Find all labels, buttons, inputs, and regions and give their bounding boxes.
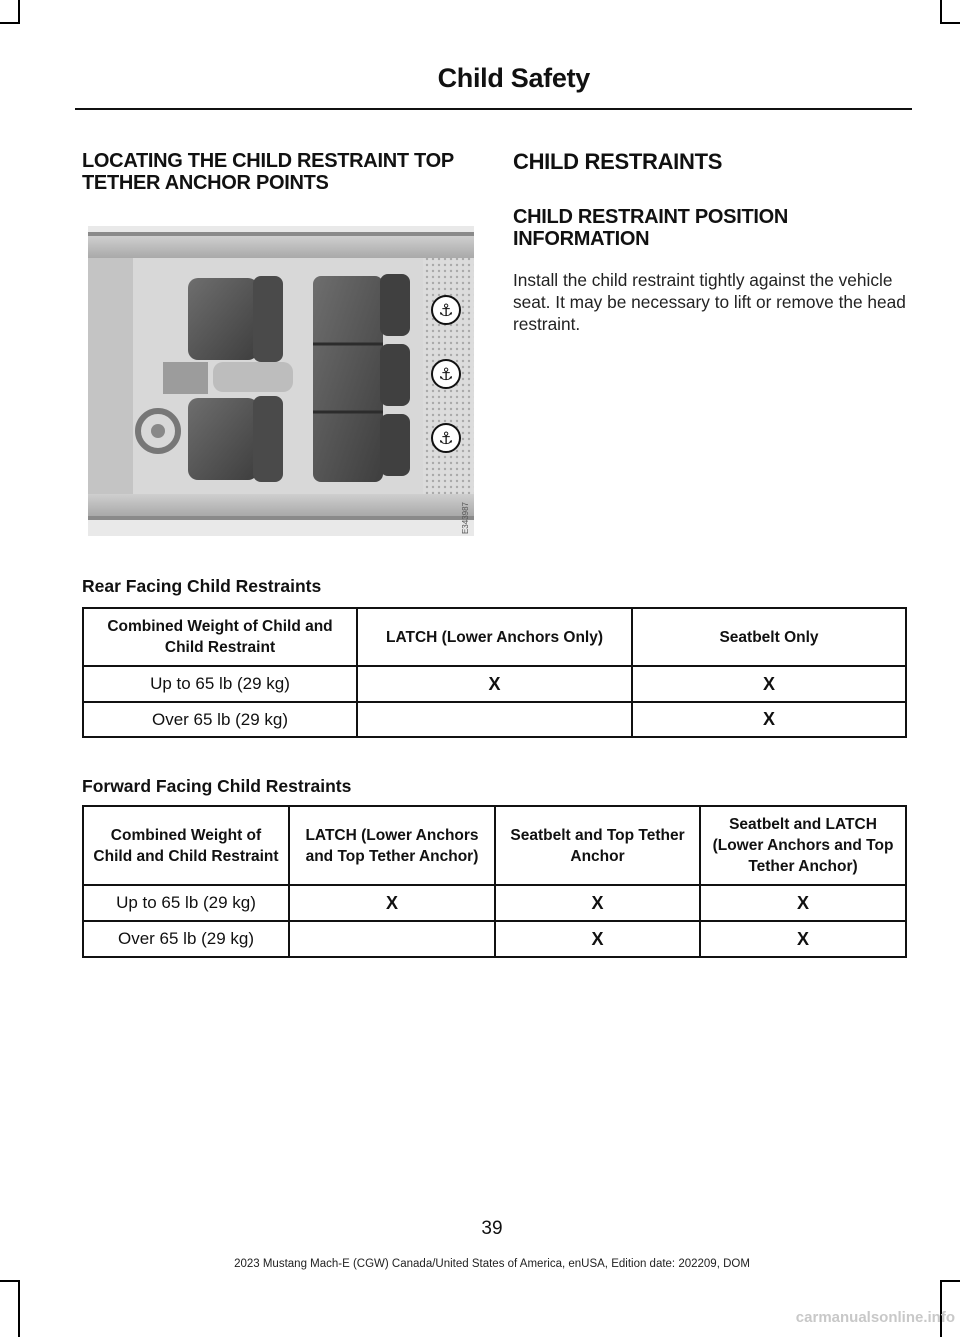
table-header-cell: LATCH (Lower Anchors and Top Tether Anchor) bbox=[289, 806, 495, 885]
figure-code: E343987 bbox=[461, 501, 470, 534]
page-number: 39 bbox=[481, 1218, 503, 1239]
crop-mark bbox=[18, 1280, 20, 1337]
table-header-cell: Seatbelt Only bbox=[632, 608, 906, 666]
section-heading-child-restraints: CHILD RESTRAINTS bbox=[513, 149, 723, 174]
table-cell: X bbox=[700, 921, 906, 957]
table-cell: Over 65 lb (29 kg) bbox=[83, 921, 289, 957]
table-header-cell: Combined Weight of Child and Child Restraint bbox=[83, 806, 289, 885]
table-row bbox=[83, 702, 906, 737]
table-cell: X bbox=[495, 921, 700, 957]
table-header-row bbox=[83, 806, 906, 885]
table-header-cell: Seatbelt and LATCH (Lower Anchors and Top Tether Anchor) bbox=[700, 806, 906, 885]
table-header-cell: Combined Weight of Child and Child Restraint bbox=[83, 608, 357, 666]
table-row bbox=[83, 666, 906, 702]
svg-text:⚓: ⚓ bbox=[438, 301, 454, 321]
table-cell: X bbox=[357, 666, 632, 702]
table-row bbox=[83, 921, 906, 957]
table-cell: Up to 65 lb (29 kg) bbox=[83, 666, 357, 702]
subheading-position-information: CHILD RESTRAINT POSITION INFORMATION bbox=[513, 206, 789, 250]
table-header-cell: Seatbelt and Top Tether Anchor bbox=[495, 806, 700, 885]
crop-mark bbox=[0, 1280, 20, 1282]
table-cell: X bbox=[700, 885, 906, 921]
table-row bbox=[83, 885, 906, 921]
edition-footer: 2023 Mustang Mach-E (CGW) Canada/United States of America, enUSA, Edition date: 202209, DOM bbox=[234, 1258, 750, 1270]
crop-mark bbox=[0, 22, 20, 24]
crop-mark bbox=[940, 22, 960, 24]
body-paragraph: Install the child restraint tightly against the vehicle seat. It may be necessary to lift or remove the head restraint. bbox=[513, 270, 906, 334]
page-title: Child Safety bbox=[437, 63, 590, 93]
anchor-icon bbox=[432, 424, 460, 452]
table-header-row bbox=[83, 608, 906, 666]
crop-mark bbox=[940, 0, 942, 24]
page-header bbox=[75, 60, 912, 110]
rear-table-label: Rear Facing Child Restraints bbox=[82, 576, 322, 596]
vehicle-top-view-illustration bbox=[88, 226, 474, 536]
crop-mark bbox=[18, 0, 20, 24]
forward-table-label: Forward Facing Child Restraints bbox=[82, 776, 352, 796]
svg-text:⚓: ⚓ bbox=[438, 429, 454, 449]
svg-text:⚓: ⚓ bbox=[438, 365, 454, 385]
section-heading-tether: LOCATING THE CHILD RESTRAINT TOP TETHER ANCHOR POINTS bbox=[82, 150, 454, 194]
table-cell bbox=[289, 921, 495, 957]
table-header-cell: LATCH (Lower Anchors Only) bbox=[357, 608, 632, 666]
forward-facing-table bbox=[82, 805, 907, 958]
crop-mark bbox=[940, 1280, 960, 1282]
anchor-icon bbox=[432, 296, 460, 324]
table-cell: Up to 65 lb (29 kg) bbox=[83, 885, 289, 921]
table-cell: Over 65 lb (29 kg) bbox=[83, 702, 357, 737]
table-cell: X bbox=[495, 885, 700, 921]
table-cell: X bbox=[632, 666, 906, 702]
table-cell: X bbox=[632, 702, 906, 737]
table-cell: X bbox=[289, 885, 495, 921]
table-cell bbox=[357, 702, 632, 737]
rear-facing-table bbox=[82, 607, 907, 738]
vehicle-interior-figure bbox=[88, 226, 474, 536]
anchor-icon bbox=[432, 360, 460, 388]
watermark: carmanualsonline.info bbox=[795, 1309, 955, 1326]
